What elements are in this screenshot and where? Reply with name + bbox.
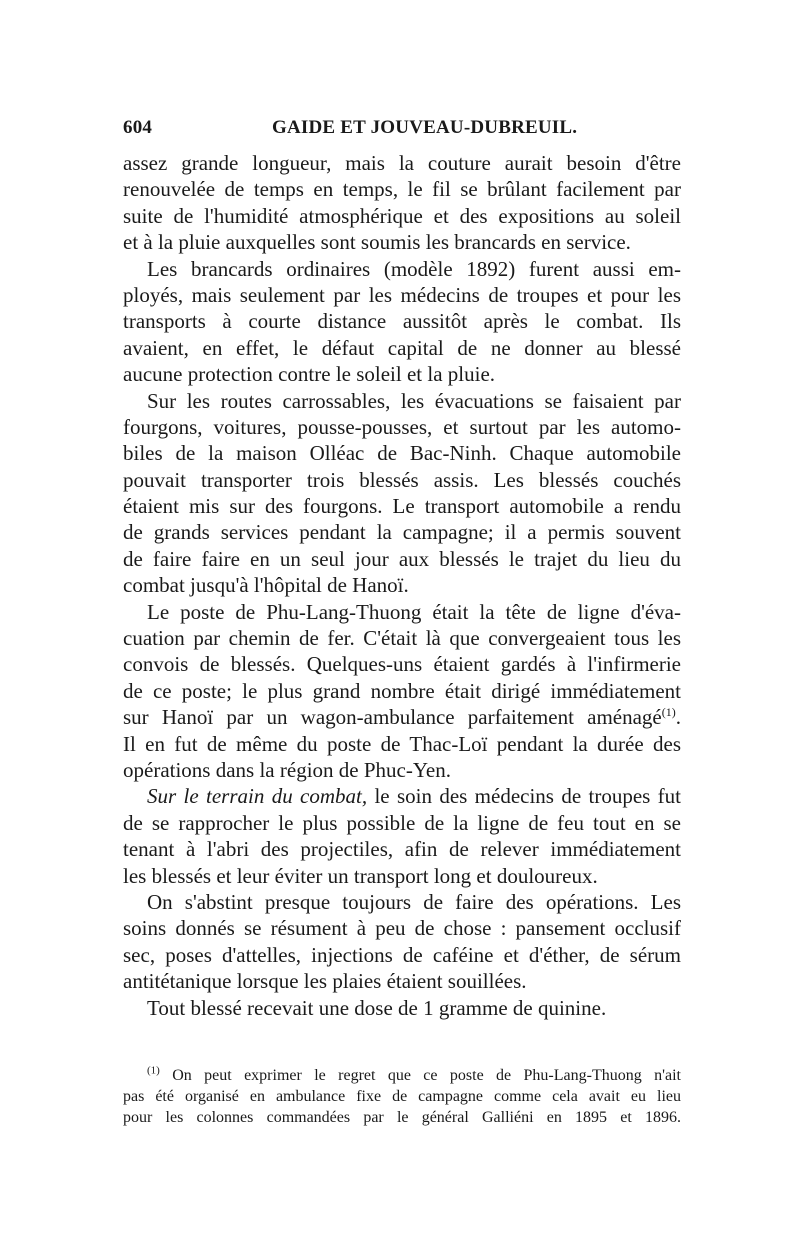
text-line: de faire faire en un seul jour aux blessés le trajet du lieu du — [123, 546, 681, 571]
footnote-text: On peut exprimer le regret que ce poste de Phu-Lang-Thuong n'ait — [159, 1067, 681, 1084]
footnote-line: pour les colonnes commandées par le général Galliéni en 1895 et 1896. — [123, 1109, 681, 1126]
text-line: Il en fut de même du poste de Thac-Loï pendant la durée des — [123, 731, 681, 756]
footnote-line — [123, 1065, 681, 1086]
text-line: cuation par chemin de fer. C'était là que convergeaient tous les — [123, 626, 681, 651]
text-line: combat jusqu'à l'hôpital de Hanoï. — [123, 573, 409, 598]
footnote-label: (1) — [147, 1064, 160, 1077]
text-line: ployés, mais seulement par les médecins de troupes et pour les — [123, 282, 681, 307]
paragraph-brancards — [123, 256, 681, 388]
book-page — [123, 0, 681, 1245]
text-line: On s'abstint presque toujours de faire des opérations. Les — [147, 889, 681, 914]
text-line: assez grande longueur, mais la couture aurait besoin d'être — [123, 151, 681, 175]
text-line: avaient, en effet, le défaut capital de ne donner au blessé — [123, 335, 681, 360]
text-line: biles de la maison Olléac de Bac-Ninh. Chaque automobile — [123, 441, 681, 466]
text-line: fourgons, voitures, pousse-pousses, et surtout par les automo- — [123, 414, 681, 439]
paragraph-terrain — [123, 783, 681, 889]
text-line: antitétanique lorsque les plaies étaient souillées. — [123, 969, 527, 994]
paragraph-operations — [123, 889, 681, 995]
main-text — [123, 150, 681, 1021]
footnote-line: pas été organisé en ambulance fixe de campagne comme cela avait eu lieu — [123, 1088, 681, 1105]
text-line: renouvelée de temps en temps, le fil se brûlant facilement par — [123, 177, 681, 202]
running-header — [123, 117, 681, 139]
paragraph-phu-lang-thuong — [123, 599, 681, 784]
paragraph-routes — [123, 388, 681, 599]
text-line: et à la pluie auxquelles sont soumis les brancards en service. — [123, 230, 631, 255]
text-line: soins donnés se résument à peu de chose : pansement occlusif — [123, 916, 681, 941]
text-line: tenant à l'abri des projectiles, afin de relever immédiatement — [123, 837, 681, 862]
text-line: pouvait transporter trois blessés assis. Les blessés couchés — [123, 467, 681, 492]
page-number: 604 — [123, 117, 153, 138]
text-line: sec, poses d'attelles, injections de caféine et d'éther, de sérum — [123, 942, 681, 967]
paragraph-quinine — [123, 995, 681, 1021]
text-line — [123, 783, 681, 809]
text-segment: sur Hanoï par un wagon-ambulance parfaitement aménagé — [123, 705, 662, 730]
text-line: Les brancards ordinaires (modèle 1892) furent aussi em- — [147, 256, 681, 281]
text-line-with-note: sur Hanoï par un wagon-ambulance parfaitement aménagé$^{(1)}$. — [123, 705, 681, 730]
text-line: opérations dans la région de Phuc-Yen. — [123, 757, 451, 782]
text-line: convois de blessés. Quelques-uns étaient gardés à l'infirmerie — [123, 652, 681, 677]
text-line: de grands services pendant la campagne; il a permis souvent — [123, 520, 681, 545]
text-line: Tout blessé recevait une dose de 1 gramme de quinine. — [147, 995, 607, 1020]
text-line: Sur les routes carrossables, les évacuations se faisaient par — [147, 388, 681, 413]
running-head-title: GAIDE ET JOUVEAU-DUBREUIL. — [272, 117, 578, 138]
paragraph-continuation — [123, 150, 681, 256]
footnote — [123, 1065, 681, 1128]
text-line: de ce poste; le plus grand nombre était dirigé immédiatement — [123, 678, 681, 703]
text-line: étaient mis sur des fourgons. Le transport automobile a rendu — [123, 494, 681, 519]
text-line: suite de l'humidité atmosphérique et des expositions au soleil — [123, 203, 681, 228]
text-segment: le soin des médecins de troupes fut — [367, 784, 681, 809]
text-line: transports à courte distance aussitôt après le combat. Ils — [123, 309, 681, 334]
text-line: de se rapprocher le plus possible de la ligne de feu tout en se — [123, 810, 681, 835]
text-line: aucune protection contre le soleil et la pluie. — [123, 362, 496, 387]
text-line: Le poste de Phu-Lang-Thuong était la tête de ligne d'éva- — [147, 599, 681, 624]
italic-heading: Sur le terrain du combat, — [147, 784, 368, 809]
text-line: les blessés et leur éviter un transport long et douloureux. — [123, 863, 598, 888]
footnote-reference: (1) — [661, 705, 676, 720]
